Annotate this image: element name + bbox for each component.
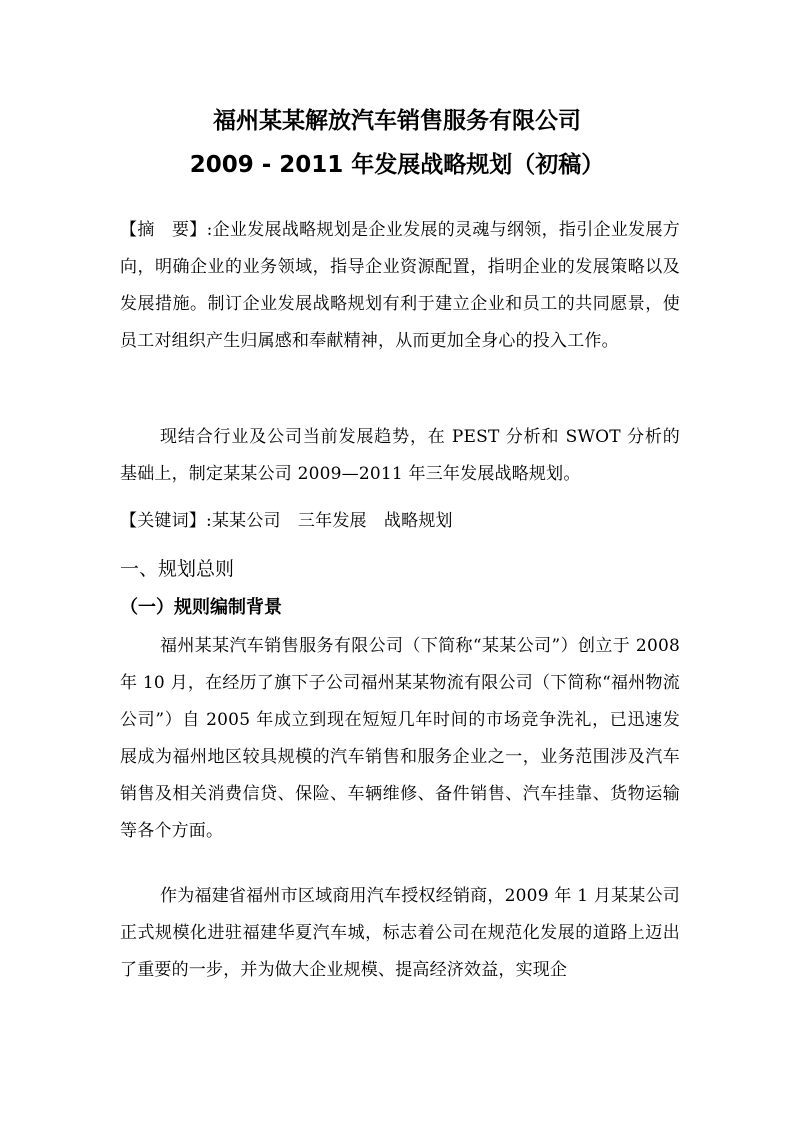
abstract-paragraph-2: 现结合行业及公司当前发展趋势，在 PEST 分析和 SWOT 分析的基础上，制定某某公司 2009—2011 年三年发展战略规划。	[120, 427, 680, 484]
keywords-text: 某某公司 三年发展 战略规划	[211, 511, 453, 531]
abstract-text: 企业发展战略规划是企业发展的灵魂与纲领，指引企业发展方向，明确企业的业务领域，指导企业资源配置，指明企业的发展策略以及发展措施。制订企业发展战略规划有利于建立企业和员工的共同愿景，使员工对组织产生归属感和奉献精神，从而更加全身心的投入工作。	[120, 220, 680, 351]
document-title-line2: 2009 - 2011 年发展战略规划（初稿）	[189, 152, 605, 178]
document-title-line1: 福州某某解放汽车销售服务有限公司	[213, 108, 581, 134]
abstract-paragraph	[120, 212, 680, 360]
keywords-label: 【关键词】:	[120, 511, 212, 531]
abstract-label: 【摘 要】:	[120, 220, 213, 240]
subsection-heading: （一）规则编制背景	[120, 597, 282, 618]
keywords-line	[120, 503, 680, 540]
body-paragraph-1: 福州某某汽车销售服务有限公司（下简称“某某公司”）创立于 2008 年 10 月，在经历了旗下子公司福州某某物流有限公司（下简称“福州物流公司”）自 2005 年成立到现在短短几年时间的市场竞争洗礼，已迅速发展成为福州地区较具规模的汽车销售和服务企业之一，业务范围涉及汽车销售及相关消费信贷、保险、车辆维修、备件销售、汽车挂靠、货物运输等各个方面。	[120, 636, 680, 841]
body-paragraph-2: 作为福建省福州市区域商用汽车授权经销商，2009 年 1 月某某公司正式规模化进驻福建华夏汽车城，标志着公司在规范化发展的道路上迈出了重要的一步，并为做大企业规模、提高经济效益，实现企	[120, 886, 680, 980]
section-heading: 一、规划总则	[120, 558, 235, 580]
